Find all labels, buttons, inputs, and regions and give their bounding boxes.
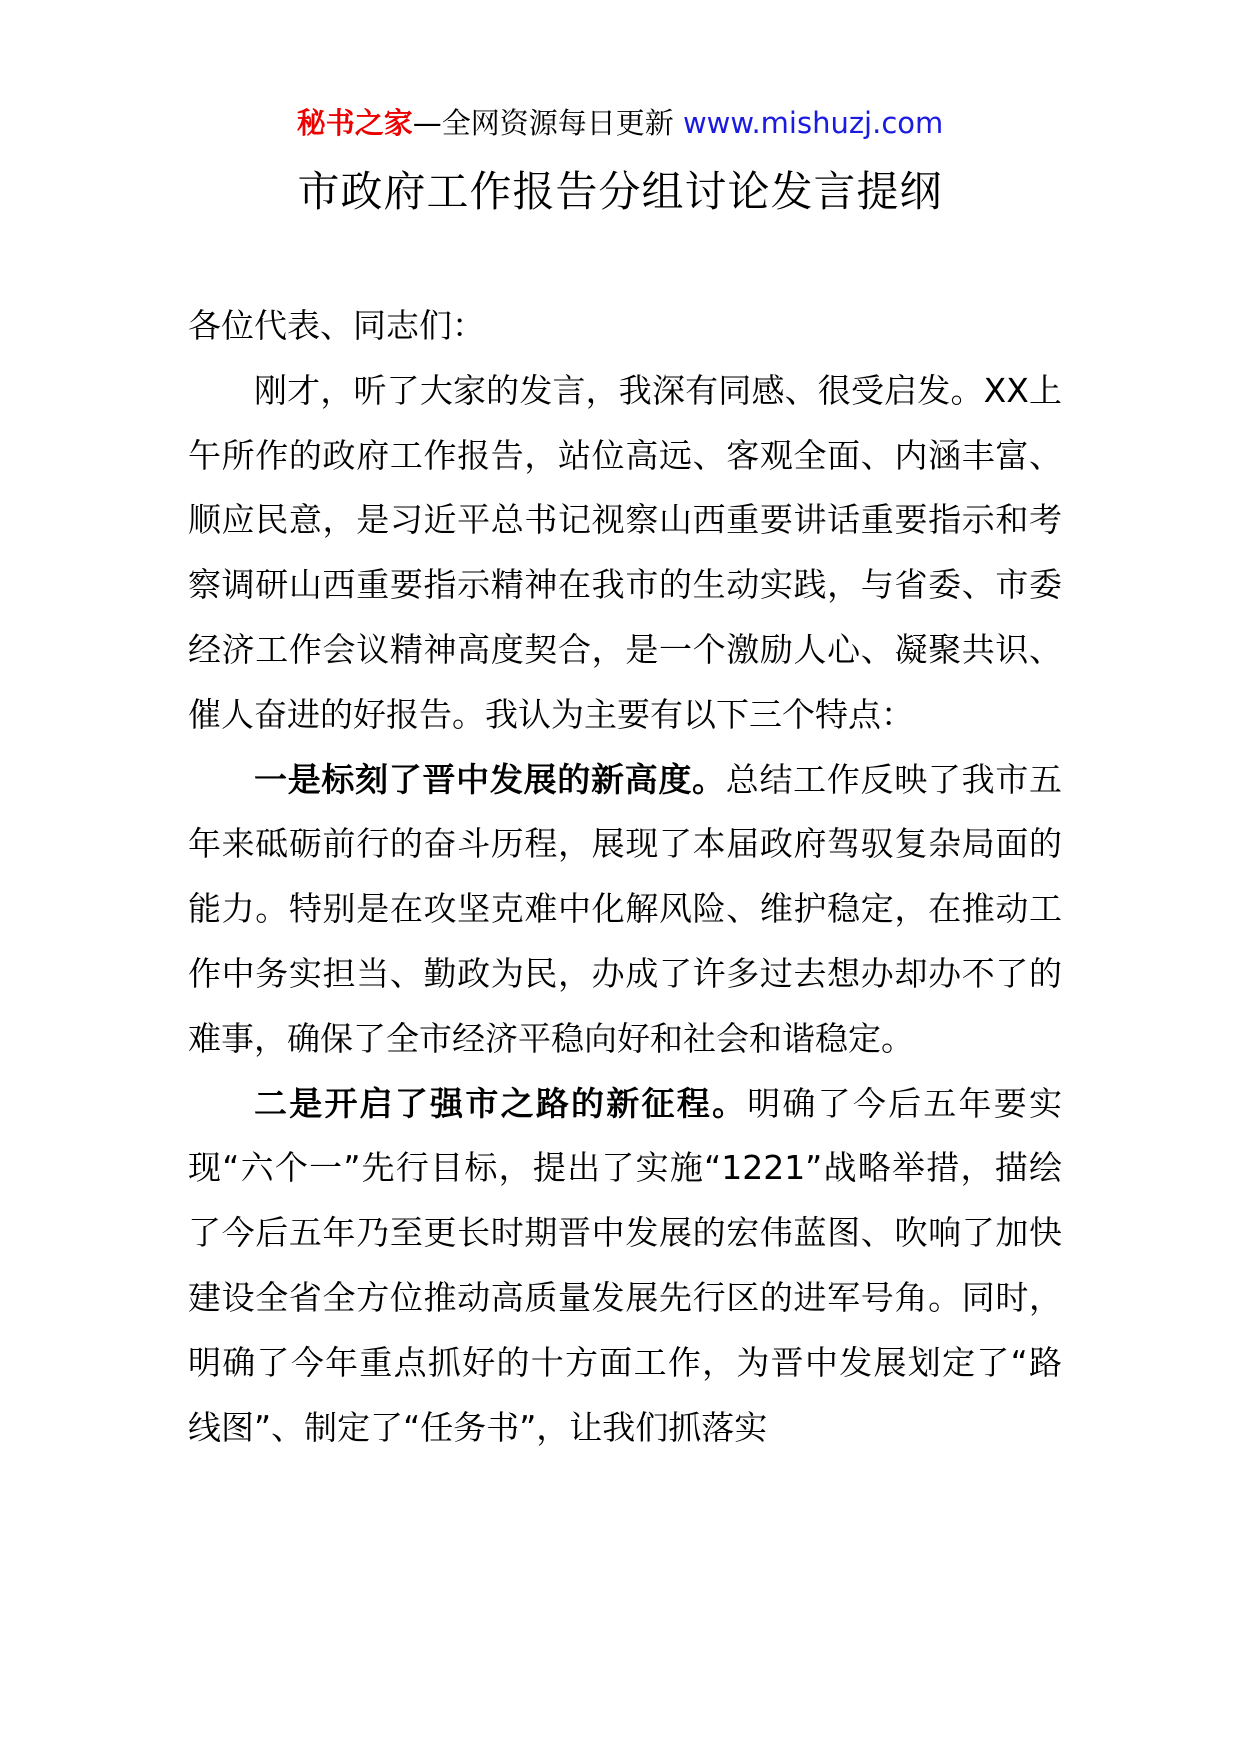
- header-tagline: —全网资源每日更新: [412, 106, 683, 140]
- site-header: [0, 103, 1240, 143]
- paragraph-text: 刚才，听了大家的发言，我深有同感、很受启发。XX上午所作的政府工作报告，站位高远、客观全面、内涵丰富、顺应民意，是习近平总书记视察山西重要讲话重要指示和考察调研山西重要指示精神在我市的生动实践，与省委、市委经济工作会议精神高度契合，是一个激励人心、凝聚共识、催人奋进的好报告。我认为主要有以下三个特点：: [188, 370, 1062, 734]
- document-title: 市政府工作报告分组讨论发言提纲: [297, 167, 943, 216]
- paragraph-intro: [188, 359, 1062, 748]
- paragraph-lead: 一是标刻了晋中发展的新高度。: [254, 759, 726, 799]
- paragraph-lead: 二是开启了强市之路的新征程。: [254, 1083, 748, 1123]
- salutation: 各位代表、同志们：: [188, 306, 485, 345]
- paragraph-text: 总结工作反映了我市五年来砥砺前行的奋斗历程，展现了本届政府驾驭复杂局面的能力。特别是在攻坚克难中化解风险、维护稳定，在推动工作中务实担当、勤政为民，办成了许多过去想办却办不了的难事，确保了全市经济平稳向好和社会和谐稳定。: [188, 759, 1063, 1058]
- paragraph-text: 明确了今后五年要实现“六个一”先行目标，提出了实施“1221”战略举措，描绘了今后五年乃至更长时期晋中发展的宏伟蓝图、吹响了加快建设全省全方位推动高质量发展先行区的进军号角。同时，明确了今年重点抓好的十方面工作，为晋中发展划定了“路线图”、制定了“任务书”，让我们抓落实: [188, 1083, 1063, 1447]
- paragraph-point-one: [188, 748, 1062, 1072]
- site-url-link[interactable]: www.mishuzj.com: [682, 106, 944, 140]
- paragraph-point-two: [188, 1072, 1062, 1461]
- brand-name: 秘书之家: [296, 106, 413, 140]
- document-body: [188, 294, 1062, 1460]
